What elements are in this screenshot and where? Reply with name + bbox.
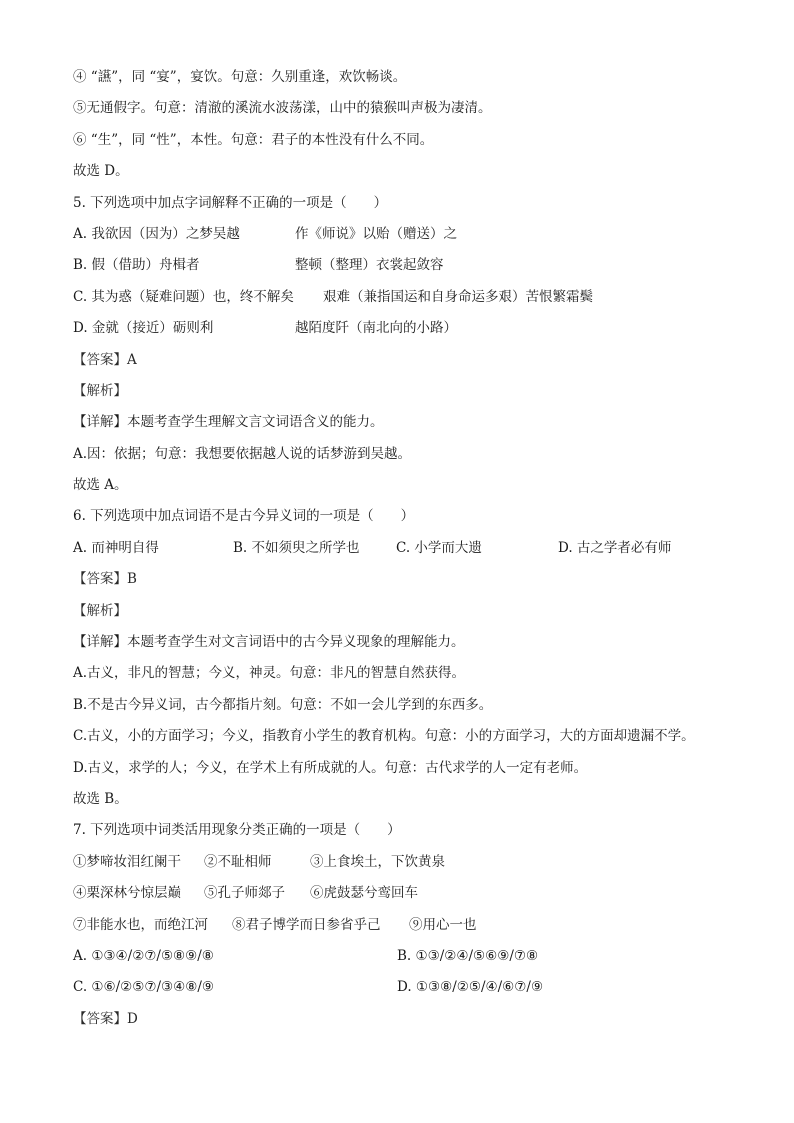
option-a-right: 作《师说》以贻（赠送）之 xyxy=(295,225,457,242)
answer-label: 【答案】D xyxy=(73,1010,138,1027)
text-line: ④ “讌”，同 “宴”，宴饮。句意：久别重逢，欢饮畅谈。 xyxy=(73,69,407,85)
explanation-line: A.因：依据；句意：我想要依据越人说的话梦游到吴越。 xyxy=(73,445,412,462)
question-5-option-row xyxy=(73,313,753,344)
question-5-stem: 5. 下列选项中加点字词解释不正确的一项是（ ） xyxy=(73,194,388,211)
option-d-right: 越陌度阡（南北向的小路） xyxy=(295,320,457,337)
question-7-options-row xyxy=(73,972,753,1003)
text-line: ⑤无通假字。句意：清澈的溪流水波荡漾，山中的猿猴叫声极为凄清。 xyxy=(73,100,492,117)
option-d-left: D. 金就（接近）砺则利 xyxy=(73,320,214,337)
document-page xyxy=(73,62,753,1035)
item: ②不耻相师 xyxy=(204,853,272,870)
option-a: A. ①③④/②⑦/⑤⑧⑨/⑧ xyxy=(73,947,214,964)
item: ⑤孔子师郯子 xyxy=(204,885,285,902)
item: ①梦啼妆泪红阑干 xyxy=(73,853,181,870)
option-b-left: B. 假（借助）舟楫者 xyxy=(73,257,200,274)
item: ④栗深林兮惊层巅 xyxy=(73,885,181,902)
option-c: C. ①⑥/②⑤⑦/③④⑧/⑨ xyxy=(73,979,214,996)
answer-label: 【答案】B xyxy=(73,571,137,588)
question-5-option-row xyxy=(73,219,753,250)
question-7-options-row xyxy=(73,941,753,972)
option-d: D. 古之学者必有师 xyxy=(558,539,672,556)
question-6-options xyxy=(73,533,753,564)
explanation-line: 故选 A。 xyxy=(73,477,128,494)
question-7-items-row xyxy=(73,878,753,909)
option-b-right: 整顿（整理）衣裳起敛容 xyxy=(295,257,444,274)
question-6-stem: 6. 下列选项中加点词语不是古今异义词的一项是（ ） xyxy=(73,508,415,525)
question-7-stem: 7. 下列选项中词类活用现象分类正确的一项是（ ） xyxy=(73,822,401,839)
analysis-label: 【解析】 xyxy=(73,382,127,399)
explanation-line: B.不是古今异义词，古今都指片刻。句意：不如一会儿学到的东西多。 xyxy=(73,696,493,713)
explanation-line: A.古义，非凡的智慧；今义，神灵。句意：非凡的智慧自然获得。 xyxy=(73,665,466,682)
detail-text: 【详解】本题考查学生理解文言文词语含义的能力。 xyxy=(73,414,384,431)
question-5-option-row xyxy=(73,250,753,281)
option-c: C. 小学而大遗 xyxy=(396,539,482,556)
explanation-line: D.古义，求学的人；今义，在学术上有所成就的人。句意：古代求学的人一定有老师。 xyxy=(73,759,588,776)
question-5-option-row xyxy=(73,282,753,313)
question-7-items-row xyxy=(73,910,753,941)
analysis-label: 【解析】 xyxy=(73,602,127,619)
option-b: B. 不如须臾之所学也 xyxy=(233,539,360,556)
option-a: A. 而神明自得 xyxy=(73,539,159,556)
explanation-line: 故选 B。 xyxy=(73,790,128,807)
item: ③上食埃土，下饮黄泉 xyxy=(310,853,445,870)
question-7-items-row xyxy=(73,847,753,878)
answer-label: 【答案】A xyxy=(73,351,137,368)
explanation-line: C.古义，小的方面学习；今义，指教育小学生的教育机构。句意：小的方面学习，大的方面却遗漏不学。 xyxy=(73,728,695,745)
item: ⑥虎鼓瑟兮鸾回车 xyxy=(310,885,418,902)
text-line: ⑥ “生”，同 “性”，本性。句意：君子的本性没有什么不同。 xyxy=(73,131,434,148)
item: ⑧君子博学而日参省乎己 xyxy=(232,916,381,933)
option-c-right: 艰难（兼指国运和自身命运多艰）苦恨繁霜鬓 xyxy=(323,288,593,305)
detail-text: 【详解】本题考查学生对文言词语中的古今异义现象的理解能力。 xyxy=(73,634,465,651)
option-d: D. ①③⑧/②⑤/④/⑥⑦/⑨ xyxy=(397,979,544,996)
item: ⑨用心一也 xyxy=(409,916,477,933)
text-line: 故选 D。 xyxy=(73,163,129,180)
option-c-left: C. 其为惑（疑难问题）也，终不解矣 xyxy=(73,288,294,305)
option-b: B. ①③/②④/⑤⑥⑨/⑦⑧ xyxy=(397,947,539,964)
option-a-left: A. 我欲因（因为）之梦吴越 xyxy=(73,225,240,242)
item: ⑦非能水也，而绝江河 xyxy=(73,916,208,933)
